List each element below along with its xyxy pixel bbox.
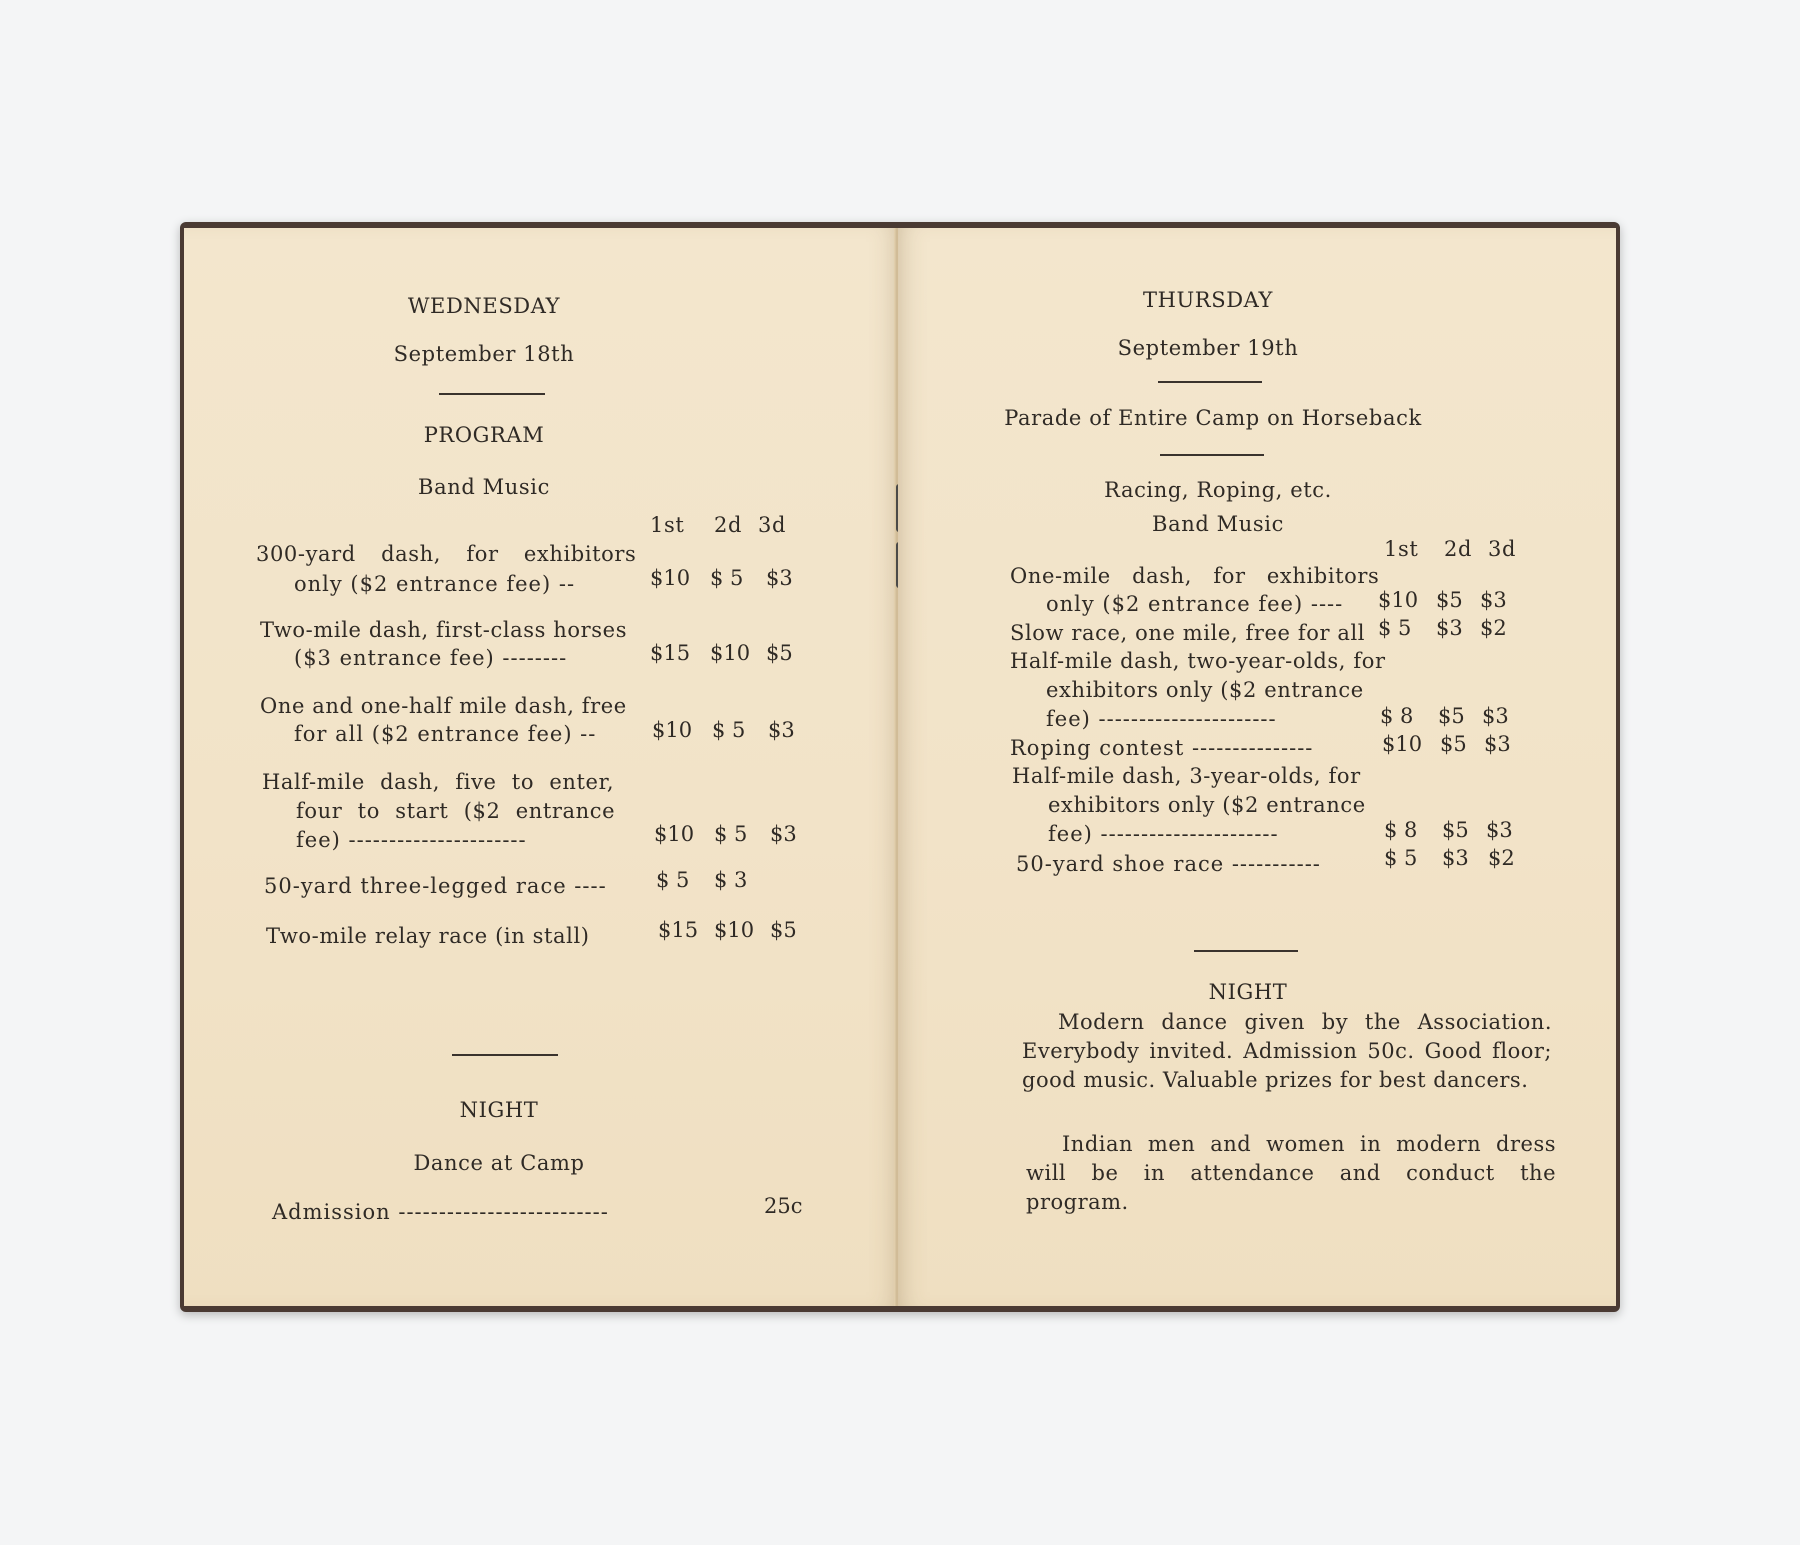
attendance-paragraph: Indian men and women in modern dress will be in attendance and conduct the program.	[1026, 1132, 1556, 1214]
divider	[452, 1054, 558, 1056]
prize-first: $10	[652, 718, 693, 742]
left-page	[184, 228, 898, 1306]
prize-header-1st: 1st	[650, 513, 685, 537]
dance-paragraph: Modern dance given by the Association. Everybody invited. Admission 50c. Good floor; good music. Valuable prizes for best dancers.	[1022, 1010, 1552, 1092]
divider	[1158, 381, 1262, 383]
divider	[1194, 950, 1298, 952]
divider	[1160, 454, 1264, 456]
date-heading: September 19th	[1117, 336, 1299, 360]
dance-title: Dance at Camp	[413, 1151, 585, 1175]
prize-first: $10	[650, 566, 691, 590]
prize-second: $10	[710, 641, 751, 665]
admission-line: Admission --------------------------	[272, 1200, 609, 1224]
band-music: Band Music	[1152, 512, 1284, 536]
prize-third: $3	[1482, 704, 1509, 728]
program-booklet	[180, 222, 1620, 1312]
prize-second: $5	[1442, 818, 1469, 842]
prize-second: $10	[714, 918, 755, 942]
event-line: Two-mile dash, first-class horses	[260, 618, 628, 642]
event-line: One and one-half mile dash, free	[260, 694, 627, 718]
event-line: Slow race, one mile, free for all	[1010, 621, 1366, 645]
prize-first: $15	[658, 918, 699, 942]
prize-third: $3	[1480, 588, 1507, 612]
prize-second: $ 5	[714, 822, 748, 846]
prize-second: $5	[1438, 704, 1465, 728]
event-line: exhibitors only ($2 entrance	[1048, 793, 1366, 817]
prize-first: $ 5	[656, 868, 690, 892]
prize-third: $3	[768, 718, 795, 742]
prize-first: $ 5	[1378, 616, 1412, 640]
event-line: 50-yard shoe race -----------	[1016, 852, 1321, 876]
event-line: four to start ($2 entrance	[296, 799, 616, 823]
date-heading: September 18th	[393, 342, 575, 366]
parade-line: Parade of Entire Camp on Horseback	[1004, 406, 1422, 430]
event-line: fee) ----------------------	[1046, 707, 1277, 731]
prize-first: $15	[650, 641, 691, 665]
event-line: Half-mile dash, 3-year-olds, for	[1012, 764, 1361, 788]
prize-second: $ 3	[714, 868, 748, 892]
prize-first: $ 8	[1384, 818, 1418, 842]
prize-second: $3	[1436, 616, 1463, 640]
prize-first: $ 8	[1380, 704, 1414, 728]
prize-third: $5	[766, 641, 793, 665]
event-line: One-mile dash, for exhibitors	[1010, 564, 1380, 588]
program-heading: PROGRAM	[423, 423, 545, 447]
prize-third: $3	[766, 566, 793, 590]
event-line: for all ($2 entrance fee) --	[294, 722, 597, 746]
admission-price: 25c	[764, 1194, 803, 1218]
prize-third: $3	[770, 822, 797, 846]
event-line: 50-yard three-legged race ----	[264, 874, 607, 898]
divider	[439, 393, 545, 395]
night-heading: NIGHT	[1208, 980, 1288, 1004]
right-page	[898, 228, 1616, 1306]
prize-header-3d: 3d	[1488, 537, 1517, 561]
racing-line: Racing, Roping, etc.	[1104, 478, 1332, 502]
event-line: only ($2 entrance fee) --	[294, 572, 576, 596]
prize-header-1st: 1st	[1384, 537, 1419, 561]
prize-second: $3	[1442, 846, 1469, 870]
day-heading: THURSDAY	[1142, 288, 1274, 312]
prize-third: $3	[1484, 732, 1511, 756]
event-line: fee) ----------------------	[1048, 822, 1279, 846]
event-line: fee) ----------------------	[296, 828, 527, 852]
prize-third: $2	[1488, 846, 1515, 870]
prize-first: $ 5	[1384, 846, 1418, 870]
band-music: Band Music	[418, 475, 550, 499]
prize-third: $5	[770, 918, 797, 942]
event-line: 300-yard dash, for exhibitors	[256, 542, 637, 566]
event-line: Half-mile dash, two-year-olds, for	[1010, 649, 1386, 673]
prize-third: $3	[1486, 818, 1513, 842]
prize-first: $10	[1382, 732, 1423, 756]
event-line: Roping contest ---------------	[1010, 736, 1314, 760]
prize-second: $5	[1436, 588, 1463, 612]
day-heading: WEDNESDAY	[407, 294, 561, 318]
event-line: Two-mile relay race (in stall)	[266, 924, 590, 948]
prize-first: $10	[1378, 588, 1419, 612]
prize-second: $ 5	[710, 566, 744, 590]
prize-third: $2	[1480, 616, 1507, 640]
event-line: exhibitors only ($2 entrance	[1046, 678, 1364, 702]
prize-first: $10	[654, 822, 695, 846]
night-heading: NIGHT	[459, 1098, 539, 1122]
prize-header-2d: 2d	[714, 513, 743, 537]
prize-second: $5	[1440, 732, 1467, 756]
prize-second: $ 5	[712, 718, 746, 742]
event-line: Half-mile dash, five to enter,	[262, 770, 615, 794]
prize-header-3d: 3d	[758, 513, 787, 537]
event-line: only ($2 entrance fee) ----	[1046, 592, 1344, 616]
event-line: ($3 entrance fee) --------	[294, 646, 568, 670]
prize-header-2d: 2d	[1444, 537, 1473, 561]
